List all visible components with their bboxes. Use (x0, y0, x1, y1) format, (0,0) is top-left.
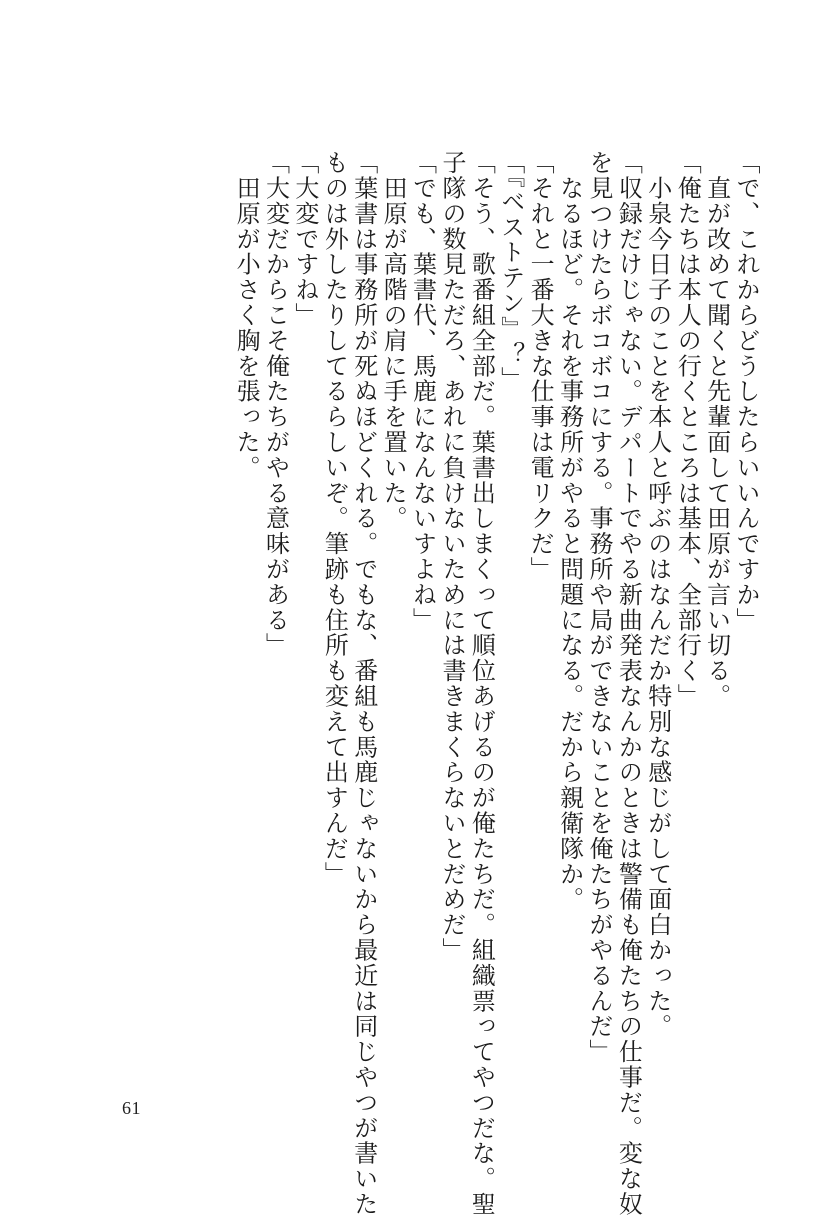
vertical-text-body (231, 150, 760, 1217)
text-line: ものは外したりしてるらしいぞ。筆跡も住所も変えて出すんだ」 (320, 150, 349, 887)
text-line: 「でも、葉書代、馬鹿になんないすよね」 (408, 150, 437, 633)
text-line: 田原が小さく胸を張った。 (232, 150, 261, 481)
text-line: 「俺たちは本人の行くところは基本、全部行く」 (673, 150, 702, 709)
text-line: 「そう、歌番組全部だ。葉書出しまくって順位あげるのが俺たちだ。組織票ってやつだな。聖 (467, 150, 496, 1217)
text-line: 「それと一番大きな仕事は電リクだ」 (526, 150, 555, 582)
text-line: 子隊の数見ただろ、あれに負けないためには書きまくらないとだめだ」 (437, 150, 466, 963)
page-number: 61 (122, 1098, 141, 1118)
text-line: 直が改めて聞くと先輩面して田原が言い切る。 (702, 150, 731, 709)
text-line: を見つけたらボコボコにする。事務所や局ができないことを俺たちがやるんだ」 (584, 150, 613, 1065)
text-line: 「収録だけじゃない。デパートでやる新曲発表なんかのときは警備も俺たちの仕事だ。変な奴 (614, 150, 643, 1217)
text-line: 「『ベストテン』？」 (496, 150, 525, 392)
text-line: 田原が高階の肩に手を置いた。 (379, 150, 408, 531)
text-line: 「大変だからこそ俺たちがやる意味がある」 (261, 150, 290, 658)
text-line: 小泉今日子のことを本人と呼ぶのはなんだか特別な感じがして面白かった。 (643, 150, 672, 1039)
text-line: 「大変ですね」 (290, 150, 319, 328)
text-line: 「葉書は事務所が死ぬほどくれる。でもな、番組も馬鹿じゃないから最近は同じやつが書いた (349, 150, 378, 1217)
text-line: 「で、これからどうしたらいいんですか」 (732, 150, 760, 633)
text-line: なるほど。それを事務所がやると問題になる。だから親衛隊か。 (555, 150, 584, 912)
